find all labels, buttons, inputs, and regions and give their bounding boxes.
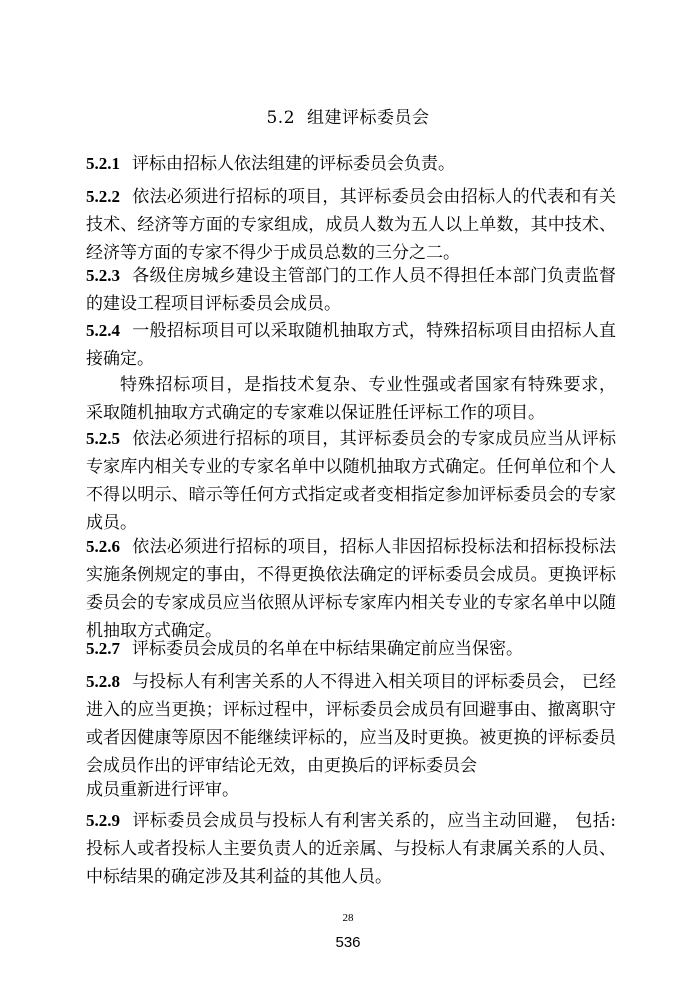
- page-number: 28: [342, 912, 354, 924]
- document-page-number: 536: [335, 934, 361, 951]
- clause-text: 成员重新进行评审。: [86, 780, 239, 800]
- clause-5-2-1: [86, 150, 616, 178]
- clause-number: 5.2.1: [86, 154, 120, 173]
- clause-text: 依法必须进行招标的项目，其评标委员会由招标人的代表和有关技术、经济等方面的专家组成，成员人数为五人以上单数，其中技术、经济等方面的专家不得少于成员总数的三分之二。: [86, 187, 616, 263]
- clause-number: 5.2.7: [86, 639, 120, 658]
- clause-5-2-9: [86, 807, 616, 891]
- clause-5-2-6: [86, 533, 616, 645]
- clause-number: 5.2.4: [86, 321, 120, 340]
- clause-5-2-3: [86, 262, 616, 318]
- clause-text: 一般招标项目可以采取随机抽取方式，特殊招标项目由招标人直接确定。: [86, 321, 616, 369]
- clause-5-2-8: [86, 668, 616, 780]
- clause-number: 5.2.5: [86, 429, 120, 448]
- clause-text: 特殊招标项目，是指技术复杂、专业性强或者国家有特殊要求， 采取随机抽取方式确定的专家难以保证胜任评标工作的项目。: [86, 375, 616, 423]
- section-number: 5.2: [266, 108, 296, 128]
- clause-5-2-8-continued: [86, 776, 616, 804]
- clause-5-2-5: [86, 425, 616, 537]
- section-title: 组建评标委员会: [307, 108, 430, 128]
- clause-number: 5.2.8: [86, 672, 120, 691]
- clause-number: 5.2.3: [86, 266, 120, 285]
- clause-text: 评标委员会成员与投标人有利害关系的，应当主动回避， 包括:投标人或者投标人主要负责人的近亲属、与投标人有隶属关系的人员、中标结果的确定涉及其利益的其他人员。: [86, 811, 616, 887]
- clause-number: 5.2.9: [86, 811, 120, 830]
- clause-text: 评标委员会成员的名单在中标结果确定前应当保密。: [132, 639, 523, 659]
- clause-text: 各级住房城乡建设主管部门的工作人员不得担任本部门负责监督的建设工程项目评标委员会成员。: [86, 266, 616, 314]
- clause-text: 与投标人有利害关系的人不得进入相关项目的评标委员会， 已经进入的应当更换；评标过程中，评标委员会成员有回避事由、撤离职守或者因健康等原因不能继续评标的，应当及时更换。被更换的评标委员会成员作出的评审结论无效，由更换后的评标委员会: [86, 672, 616, 776]
- section-heading: [0, 103, 696, 128]
- clause-5-2-7: [86, 635, 616, 663]
- clause-5-2-2: [86, 183, 616, 267]
- clause-number: 5.2.6: [86, 537, 120, 556]
- clause-5-2-4-note: [86, 371, 616, 427]
- clause-5-2-4: [86, 317, 616, 373]
- clause-text: 评标由招标人依法组建的评标委员会负责。: [132, 154, 455, 174]
- clause-text: 依法必须进行招标的项目，其评标委员会的专家成员应当从评标专家库内相关专业的专家名单中以随机抽取方式确定。任何单位和个人不得以明示、暗示等任何方式指定或者变相指定参加评标委员会的专家成员。: [86, 429, 616, 533]
- clause-number: 5.2.2: [86, 187, 120, 206]
- clause-text: 依法必须进行招标的项目，招标人非因招标投标法和招标投标法实施条例规定的事由，不得更换依法确定的评标委员会成员。更换评标委员会的专家成员应当依照从评标专家库内相关专业的专家名单中以随机抽取方式确定。: [86, 537, 616, 641]
